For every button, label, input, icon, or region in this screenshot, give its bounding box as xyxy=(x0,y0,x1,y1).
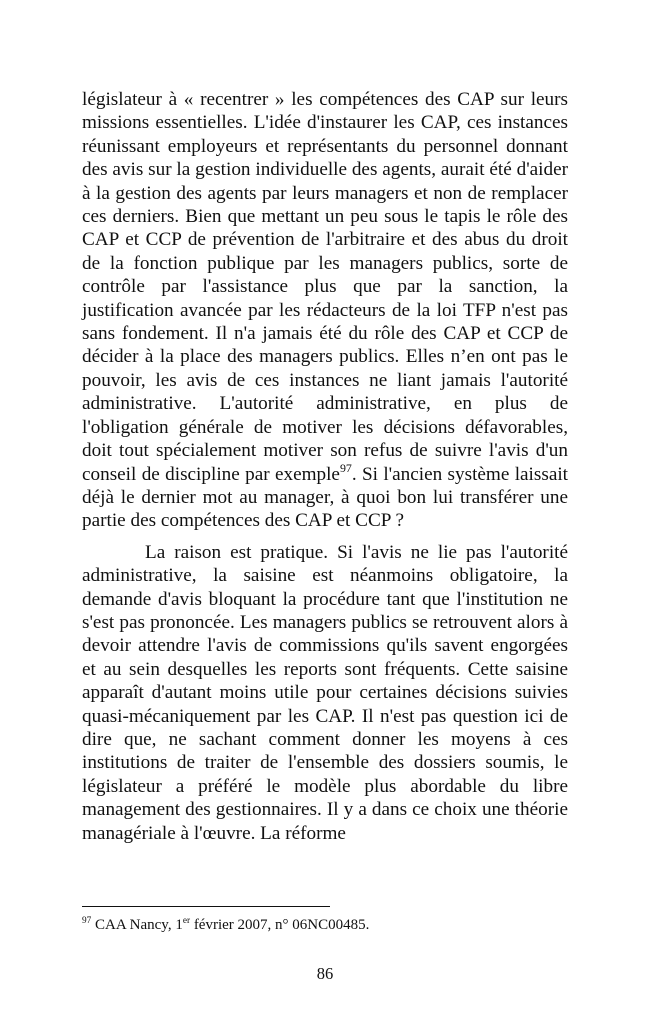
footnote-reference-97[interactable]: 97 xyxy=(339,460,352,475)
paragraph-1-text: législateur à « recentrer » les compétences des CAP sur leurs missions essentielles. L'idée d'instaurer les CAP, ces instances réunissant employeurs et représentants du personnel donnant des avis sur la gestion individuelle des agents, aurait été d'aider à la gestion des agents par leurs managers et non de remplacer ces derniers. Bien que mettant un peu sous le tapis le rôle des CAP et CCP de prévention de l'arbitraire et des abus du droit de la fonction publique par les managers publics, sorte de contrôle par l'assistance plus que par la sanction, la justification avancée par les rédacteurs de la loi TFP n'est pas sans fondement. Il n'a jamais été du rôle des CAP et CCP de décider à la place des managers publics. Elles n’en ont pas le pouvoir, les avis de ces instances ne liant jamais l'autorité administrative. L'autorité administrative, en plus de l'obligation générale de motiver les décisions défavorables, doit tout spécialement motiver son refus de suivre l'avis d'un conseil de discipline par exemple xyxy=(82,89,568,485)
footnote-text: CAA Nancy, 1 xyxy=(91,917,183,933)
paragraph-2: La raison est pratique. Si l'avis ne lie pas l'autorité administrative, la saisine est néanmoins obligatoire, la demande d'avis bloquant la procédure tant que l'institution ne s'est pas prononcée. Les managers publics se retrouvent alors à devoir attendre l'avis de commissions qu'ils savent engorgées et au sein desquelles les reports sont fréquents. Cette saisine apparaît d'autant moins utile pour certaines décisions suivies quasi-mécaniquement par les CAP. Il n'est pas question ici de dire que, ne sachant comment donner les moyens à ces institutions de traiter de l'ensemble des dossiers soumis, le législateur a préféré le modèle plus abordable du libre management des gestionnaires. Il y a dans ce choix une théorie managériale à l'œuvre. La réforme xyxy=(82,541,568,844)
footnote-separator xyxy=(82,906,330,907)
page-number: 86 xyxy=(316,964,334,983)
page-body xyxy=(82,88,568,845)
footnote-text-continued: février 2007, n° 06NC00485. xyxy=(190,917,370,933)
paragraph-1-text-continued: . Si l'ancien système laissait déjà le dernier mot au manager, à quoi bon lui transférer une partie des compétences des CAP et CCP ? xyxy=(82,463,568,532)
footnote-97 xyxy=(82,916,568,935)
paragraph-1 xyxy=(82,88,568,533)
footnote-ordinal-superscript: er xyxy=(182,915,191,926)
footnote-number: 97 xyxy=(82,915,92,926)
